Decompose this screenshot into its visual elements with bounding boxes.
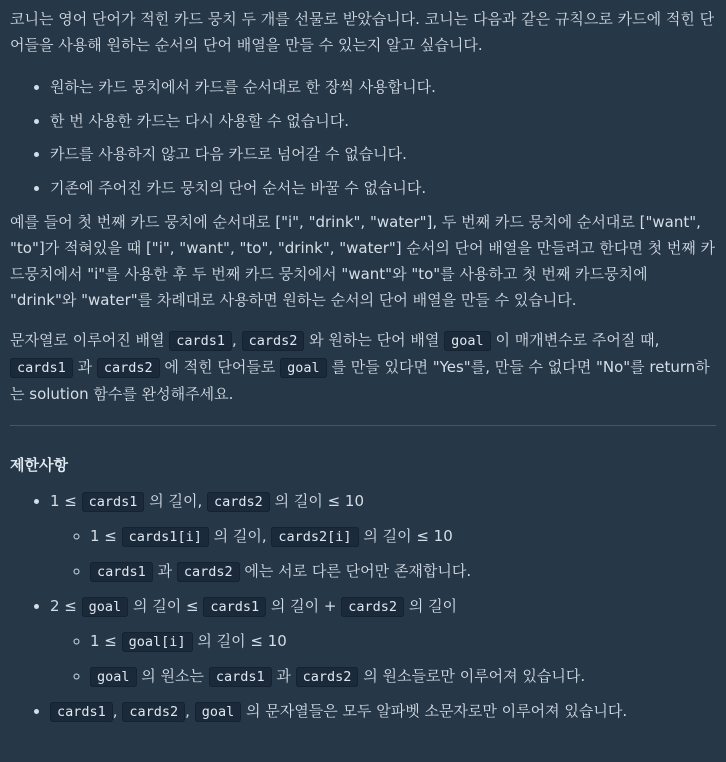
task-paragraph (10, 327, 716, 407)
constraint-text: 의 문자열들은 모두 알파벳 소문자로만 이루어져 있습니다. (245, 701, 628, 720)
code-cards2: cards2 (97, 358, 160, 378)
code-goal: goal (195, 702, 242, 722)
code-cards1: cards1 (82, 492, 145, 512)
code-cards1: cards1 (90, 562, 153, 582)
task-text: 이 매개변수로 주어질 때, (495, 330, 660, 349)
constraint-subitem (90, 558, 716, 585)
constraint-sublist (50, 523, 716, 585)
intro-paragraph: 코니는 영어 단어가 적힌 카드 뭉치 두 개를 선물로 받았습니다. 코니는 다음과 같은 규칙으로 카드에 적힌 단어들을 사용해 원하는 순서의 단어 배열을 만들 수 있는지 알고 싶습니다. (10, 10, 715, 54)
constraint-text: 1 ≤ (90, 631, 117, 650)
constraint-text: 의 길이 ≤ 10 (274, 491, 365, 510)
constraint-text: 의 길이 ≤ 10 (197, 631, 287, 650)
example-paragraph: 예를 들어 첫 번째 카드 뭉치에 순서대로 ["i", "drink", "water"], 두 번째 카드 뭉치에 순서대로 ["want", "to"]가 적혀있을 때 ["i", "want", "to", "drink", "water"] 순서의 단어 배열을 만들려고 한다면 첫 번째 카드뭉치에서 "i"를 사용한 후 두 번째 카드 뭉치에서 "want"와 "to"를 사용하고 첫 번째 카드뭉치에 "drink"와 "water"를 차례대로 사용하면 원하는 순서의 단어 배열을 만들 수 있습니다. (10, 212, 716, 309)
constraints-list (10, 488, 716, 725)
code-goal: goal (90, 667, 137, 687)
task-text: 에 적힌 단어들로 (164, 357, 276, 376)
code-goal-i: goal[i] (122, 632, 193, 652)
constraint-item (50, 593, 716, 690)
code-cards1: cards1 (169, 331, 232, 351)
code-cards1: cards1 (50, 702, 113, 722)
task-text: 과 (77, 357, 93, 376)
constraint-text: 에는 서로 다른 단어만 존재합니다. (244, 561, 472, 580)
rule-item: • 기존에 주어진 카드 뭉치의 단어 순서는 바꿀 수 없습니다. (50, 175, 716, 201)
code-cards2: cards2 (177, 562, 240, 582)
constraints-title: 제한사항 (10, 455, 68, 474)
constraint-text: 1 ≤ (90, 526, 117, 545)
rule-item: • 한 번 사용한 카드는 다시 사용할 수 없습니다. (50, 108, 716, 134)
code-cards1: cards1 (209, 667, 272, 687)
constraint-text: 의 원소들로만 이루어져 있습니다. (363, 666, 586, 685)
constraint-text: 1 ≤ (50, 491, 77, 510)
rule-item: • 원하는 카드 뭉치에서 카드를 순서대로 한 장씩 사용합니다. (50, 74, 716, 100)
code-goal: goal (82, 597, 129, 617)
constraint-text: 과 (276, 666, 291, 685)
code-cards2: cards2 (242, 331, 305, 351)
constraint-item (50, 698, 716, 725)
constraint-subitem (90, 628, 716, 655)
constraint-text: 의 길이, (149, 491, 203, 510)
constraint-text: 의 길이 + (270, 596, 337, 615)
constraint-separator: , (112, 701, 118, 720)
constraint-text: 의 길이 ≤ (132, 596, 199, 615)
task-text: 와 원하는 단어 배열 (309, 330, 440, 349)
code-cards1-i: cards1[i] (122, 527, 209, 547)
task-separator: , (232, 330, 237, 349)
constraint-text: 의 길이 (408, 596, 458, 615)
code-cards1: cards1 (203, 597, 266, 617)
code-goal: goal (444, 331, 491, 351)
constraint-text: 의 원소는 (141, 666, 205, 685)
section-divider (10, 425, 716, 426)
code-cards2-i: cards2[i] (271, 527, 358, 547)
code-goal: goal (280, 358, 327, 378)
code-cards1: cards1 (10, 358, 73, 378)
code-cards2: cards2 (207, 492, 270, 512)
rules-list (10, 74, 716, 201)
rule-item: • 카드를 사용하지 않고 다음 카드로 넘어갈 수 없습니다. (50, 141, 716, 167)
constraint-subitem (90, 663, 716, 690)
code-cards2: cards2 (122, 702, 185, 722)
constraint-text: 의 길이, (213, 526, 267, 545)
constraint-separator: , (185, 701, 190, 720)
constraint-text: 의 길이 ≤ 10 (363, 526, 453, 545)
constraint-sublist (50, 628, 716, 690)
constraint-text: 과 (157, 561, 173, 580)
task-text: 를 만들 있다면 "Yes"를, 만들 수 없다면 "No"를 return하는 solution 함수를 완성해주세요. (10, 357, 710, 403)
constraint-text: 2 ≤ (50, 596, 77, 615)
code-cards2: cards2 (341, 597, 404, 617)
task-text: 문자열로 이루어진 배열 (10, 330, 165, 349)
code-cards2: cards2 (296, 667, 359, 687)
constraint-item (50, 488, 716, 585)
constraint-subitem (90, 523, 716, 550)
